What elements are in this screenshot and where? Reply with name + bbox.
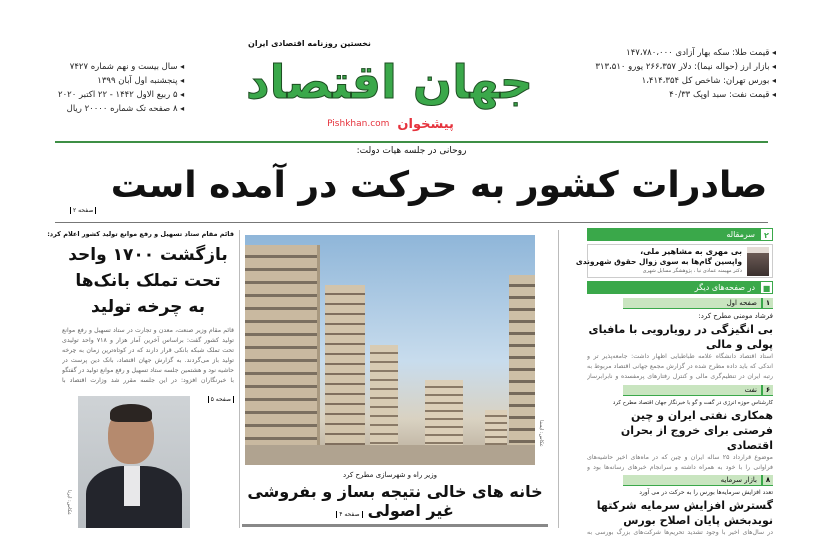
left-headline-line: تحت تملک بانک‌ها bbox=[75, 271, 221, 291]
lead-kicker: روحانی در جلسه هیات دولت: bbox=[356, 146, 467, 156]
section-num: ۶ bbox=[761, 385, 773, 396]
issue-info bbox=[58, 60, 184, 116]
housing-photo bbox=[245, 235, 535, 465]
section-num: ۸ bbox=[761, 475, 773, 486]
issue-date: ◂ پنجشنبه اول آبان ۱۳۹۹ bbox=[58, 74, 184, 88]
center-headline-text: خانه های خالی نتیجه بساز و بفروشی غیر اصولی bbox=[247, 482, 543, 520]
section-label bbox=[623, 475, 773, 486]
item-body: موضوع قرارداد ۲۵ ساله ایران و چین که در ماه‌های اخیر حاشیه‌های فراوانی را با خود به همراه داشته و سرانجام خبرهای رسانه‌ها بود و bbox=[587, 454, 773, 471]
other-pages-icon: ■ bbox=[760, 281, 773, 294]
building bbox=[485, 410, 507, 445]
other-pages-header bbox=[587, 281, 773, 294]
stock-index: ◂ بورس تهران: شاخص کل ۱،۴۱۴،۳۵۴ bbox=[595, 74, 776, 88]
item-body: استاد اقتصاد دانشگاه علامه طباطبایی اظهار داشت: جامعه‌پذیر تر و اندکی که باید داده مطرح شده در گزارش مجمع جهانی اقتصاد مربوط به رتبه ایران در تنظیم‌گری مالی و کنترل رفتارهای پرمفسده و نابرابرساز bbox=[587, 353, 773, 380]
issue-number: ◂ سال بیست و نهم شماره ۷۴۲۷ bbox=[58, 60, 184, 74]
portrait-hair bbox=[110, 404, 152, 422]
item-body: در سال‌های اخیر با وجود تشدید تحریم‌ها شرکت‌های بزرگ بورسی به bbox=[587, 529, 773, 536]
issue-date-alt: ◂ ۵ ربیع الاول ۱۴۴۲ - ۲۲ اکتبر ۲۰۲۰ bbox=[58, 88, 184, 102]
item-headline: گسترش افزایش سرمایه شرکتها نویدبخش پایان اصلاح بورس bbox=[596, 499, 773, 527]
section-label bbox=[623, 298, 773, 309]
editorial-page-num: ۲ bbox=[760, 228, 773, 241]
portrait-credit: عکاس: ایرنا bbox=[66, 490, 72, 516]
newspaper-logo bbox=[248, 38, 533, 138]
market-info bbox=[595, 46, 776, 102]
item-kicker: کارشناس حوزه انرژی در گفت و گو با خبرنگار جهان اقتصاد مطرح کرد bbox=[612, 400, 773, 406]
editorial-box bbox=[575, 244, 773, 278]
housing-photo-credit: عکاس: ایسنا bbox=[538, 420, 544, 447]
editorial-label: سرمقاله bbox=[726, 230, 755, 239]
lead-rule bbox=[55, 222, 768, 223]
item-kicker: فرشاد مومنی مطرح کرد: bbox=[698, 312, 773, 320]
portrait-shirt bbox=[124, 466, 140, 506]
building bbox=[509, 275, 535, 455]
lead-headline: صادرات کشور به حرکت در آمده است bbox=[110, 165, 768, 206]
section-name: نفت bbox=[744, 386, 757, 394]
item-headline: بی انگیزگی در رویارویی با مافیای پولی و مالی bbox=[588, 323, 773, 351]
logo-tagline: نخستین روزنامه اقتصادی ایران bbox=[248, 39, 371, 48]
oil-price: ◂ قیمت نفت: سبد اوپک ۴۰/۳۳ bbox=[595, 88, 776, 102]
left-headline bbox=[62, 242, 234, 320]
author-photo bbox=[747, 247, 769, 276]
item-page-6 bbox=[587, 385, 773, 473]
item-page-1 bbox=[587, 298, 773, 382]
masthead-rule bbox=[55, 141, 768, 143]
building bbox=[425, 380, 463, 445]
logo-text: جهان اقتصاد bbox=[246, 55, 533, 109]
editorial-author: دکتر مهیمنه عمادی نیا ، پژوهشگر مسایل شهری bbox=[642, 268, 742, 274]
ground bbox=[245, 445, 535, 465]
section-num: ۱ bbox=[761, 298, 773, 309]
building bbox=[245, 245, 320, 455]
editorial-title: واپسین گام‌ها به سوی زوال حقوق شهروندی bbox=[575, 257, 742, 266]
section-label bbox=[623, 385, 773, 396]
watermark-url: Pishkhan.com bbox=[327, 119, 390, 129]
watermark-row bbox=[248, 114, 533, 134]
column-divider bbox=[558, 230, 559, 528]
building bbox=[325, 285, 365, 445]
gold-price: ◂ قیمت طلا: سکه بهار آزادی ۱۴۷،۷۸۰،۰۰۰ bbox=[595, 46, 776, 60]
lead-page-ref: صفحه ۲ bbox=[70, 207, 96, 214]
left-story bbox=[47, 230, 234, 405]
editorial-title: بی مهری به مشاهیر ملی، bbox=[640, 247, 742, 256]
watermark: پیشخوان bbox=[397, 116, 454, 132]
center-kicker: وزیر راه و شهرسازی مطرح کرد bbox=[342, 471, 438, 479]
left-headline-line: به چرخه تولید bbox=[90, 297, 206, 317]
bottom-rule bbox=[242, 524, 548, 527]
left-body: قائم مقام وزیر صنعت، معدن و تجارت در ستاد تسهیل و رفع موانع تولید کشور گفت: براساس آخرین آمار هزار و ۷۱۸ واحد تولیدی تحت تملک شبکه بانکی قرار دارند که در کوتاه‌ترین زمان به چرخه تولید باز می‌گردند. به گزارش جهان اقتصاد، بانک دین پرست در حاشیه نود و هشتمین جلسه ستاد تسهیل و رفع موانع تولید در گفتگو با خبرنگاران افزود: در این جلسه مقرر شد وزارت اقتصاد با bbox=[62, 327, 234, 384]
section-name: صفحه اول bbox=[726, 299, 757, 307]
currency-price: ◂ بازار ارز (حواله نیما): دلار ۲۶۶،۳۵۷ یورو ۳۱۳،۵۱۰ bbox=[595, 60, 776, 74]
building bbox=[370, 345, 398, 445]
item-page-8 bbox=[587, 475, 773, 538]
right-column bbox=[575, 228, 773, 538]
left-page-ref: صفحه ۵ bbox=[208, 396, 234, 403]
section-name: بازار سرمایه bbox=[720, 476, 757, 484]
item-headline: همکاری نفتی ایران و چین فرصتی برای خروج از بحران اقتصادی bbox=[620, 409, 773, 452]
left-kicker: قائم مقام ستاد تسهیل و رفع موانع تولید کشور اعلام کرد: bbox=[47, 230, 234, 238]
left-headline-line: بازگشت ۱۷۰۰ واحد bbox=[68, 245, 228, 265]
center-page-ref: صفحه ۴ bbox=[336, 511, 362, 518]
issue-price: ◂ ۸ صفحه تک شماره ۲۰۰۰۰ ریال bbox=[58, 102, 184, 116]
column-divider bbox=[239, 230, 240, 528]
portrait-photo bbox=[78, 396, 190, 528]
center-headline bbox=[242, 482, 548, 524]
other-pages-label: در صفحه‌های دیگر bbox=[694, 283, 755, 292]
editorial-header bbox=[587, 228, 773, 241]
item-kicker: تعدد افزایش سرمایه‌ها بورس را به حرکت در می آورد bbox=[639, 489, 773, 496]
